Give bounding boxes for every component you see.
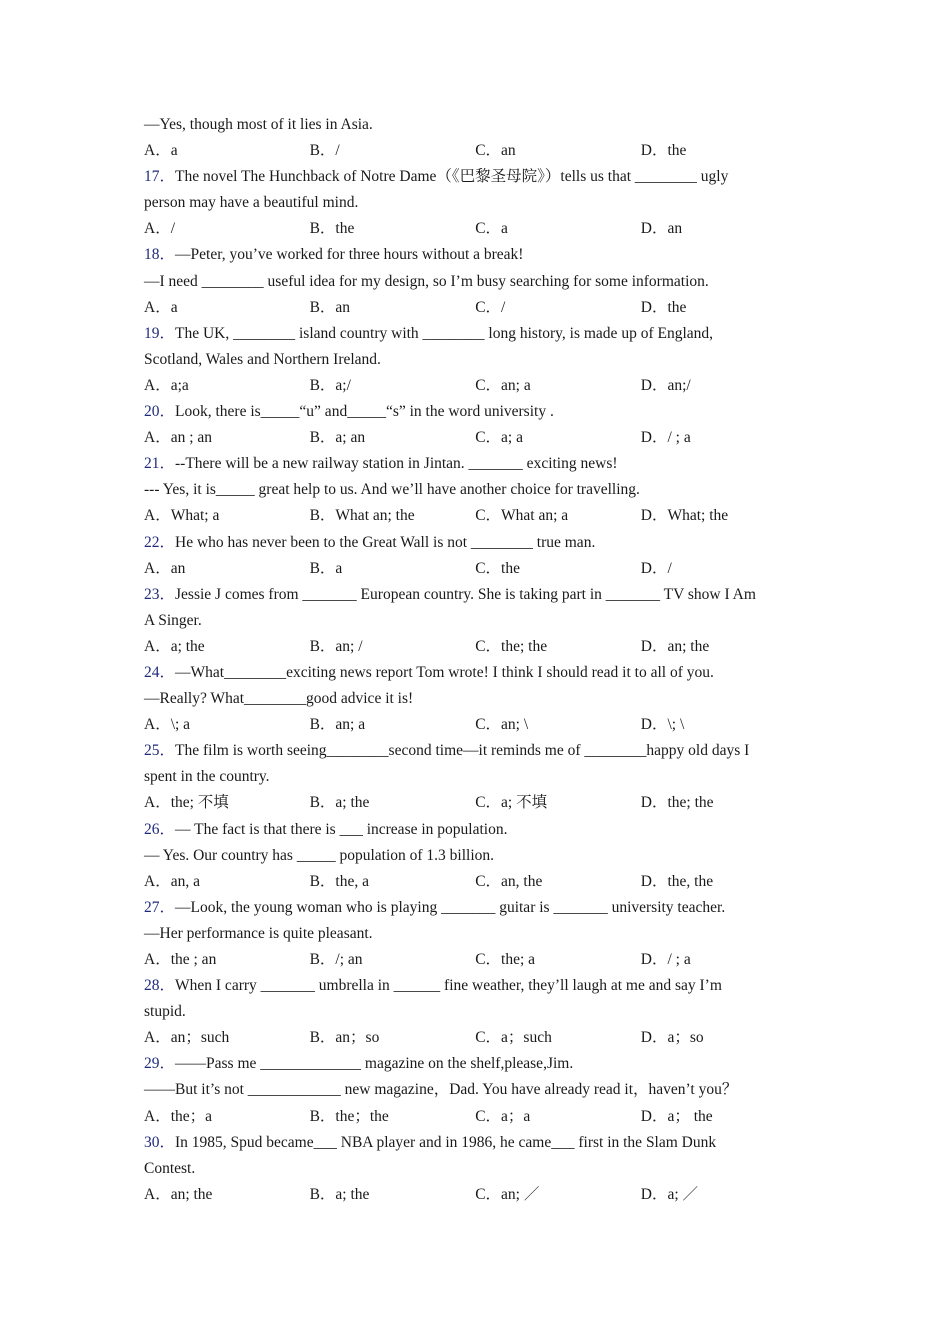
question-number: 22． [144,533,176,551]
question-line [144,660,824,686]
option-b[interactable]: B．What an; the [309,507,415,525]
question-line [144,764,824,790]
question-line: —Yes, though most of it lies in Asia. [144,116,373,133]
question-text: stupid. [144,1003,186,1021]
question-item [144,451,824,529]
option-c[interactable]: C．a [475,220,508,238]
question-line [144,582,824,608]
option-d[interactable]: D．the [640,142,687,160]
question-line [144,1156,824,1182]
answer-options [144,712,824,738]
worksheet-page [144,112,824,1208]
option-d[interactable]: D．a； the [640,1107,713,1125]
option-d[interactable]: D．What; the [640,507,729,525]
option-b[interactable]: B．an; a [309,716,366,734]
question-item [144,321,824,399]
question-text: — The fact is that there is ___ increase in population. [175,820,508,838]
option-c[interactable]: C．a; a [475,429,523,447]
question-text: The novel The Hunchback of Notre Dame（《巴黎圣母院》）tells us that ________ ugly [175,168,729,186]
question-text: Jessie J comes from _______ European country. She is taking part in _______ TV show I Am [175,585,756,603]
option-d[interactable]: D．the, the [640,872,714,890]
question-line [144,530,824,556]
answer-options [144,634,824,660]
answer-options [144,1104,824,1130]
option-c[interactable]: C．the; the [475,637,548,655]
question-text: —Look, the young woman who is playing _______ guitar is _______ university teacher. [175,898,726,916]
option-c[interactable]: C．an; a [475,376,531,394]
answer-options [144,295,824,321]
question-item [144,582,824,660]
question-line [144,190,824,216]
option-c[interactable]: C．a; 不填 [475,794,548,812]
question-item [144,530,824,582]
option-a[interactable]: A．/ [144,220,176,238]
question-item [144,895,824,973]
question-line [144,242,824,268]
option-d[interactable]: D．an; the [640,637,710,655]
question-text: — Yes. Our country has _____ population of 1.3 billion. [144,846,495,864]
question-text: When I carry _______ umbrella in ______ fine weather, they’ll laugh at me and say I’m [175,977,722,995]
option-d[interactable]: D．a; ／ [640,1185,699,1203]
question-number: 21． [144,455,176,473]
question-number: 28． [144,977,176,995]
question-text: Contest. [144,1159,196,1177]
answer-options [144,790,824,816]
question-number: 23． [144,585,176,603]
option-d[interactable]: D．\; \ [640,716,685,734]
question-line [144,895,824,921]
question-line [144,269,824,295]
question-item [144,1130,824,1208]
answer-options [144,373,824,399]
question-text: —What________exciting news report Tom wrote! I think I should read it to all of you. [175,663,714,681]
question-number: 20． [144,403,176,421]
question-text: —I need ________ useful idea for my design, so I’m busy searching for some information. [144,272,709,290]
question-line [144,477,824,503]
option-a[interactable]: A．a; the [144,637,205,655]
question-number: 29． [144,1055,176,1073]
option-a[interactable]: A．\; a [144,716,191,734]
answer-options [144,869,824,895]
option-a[interactable]: A．an；such [144,1029,230,1047]
option-c[interactable]: C．an [475,142,516,160]
question-line [144,999,824,1025]
question-text: He who has never been to the Great Wall is not ________ true man. [175,533,596,551]
option-c[interactable]: C．an; ／ [475,1185,540,1203]
option-a[interactable]: A．an; the [144,1185,213,1203]
option-b[interactable]: B．a [309,559,343,577]
question-line [144,1051,824,1077]
question-text: A Singer. [144,611,202,629]
question-text: Look, there is_____“u” and_____“s” in the word university . [175,403,554,421]
question-line [144,1130,824,1156]
question-text: —Her performance is quite pleasant. [144,924,373,942]
option-b[interactable]: B．/; an [309,951,363,968]
question-text: --- Yes, it is_____ great help to us. And we’ll have another choice for travelling. [144,481,640,499]
option-b[interactable]: B．a;/ [309,376,351,394]
question-item [144,973,824,1051]
option-b[interactable]: B．a; the [309,1185,370,1203]
question-line [144,451,824,477]
option-b[interactable]: B．the [309,220,355,238]
answer-options [144,503,824,529]
option-b[interactable]: B．/ [309,142,340,160]
question-item [144,1051,824,1129]
question-number: 30． [144,1133,176,1151]
option-a[interactable]: A．the ; an [144,951,217,968]
question-number: 19． [144,324,176,342]
question-item [144,399,824,451]
answer-options [144,556,824,582]
question-text: The UK, ________ island country with ________ long history, is made up of England, [175,324,714,342]
option-b[interactable]: B．the, a [309,872,369,890]
option-a[interactable]: A．What; a [144,507,220,525]
option-c[interactable]: C．the [475,559,520,577]
question-line [144,843,824,869]
question-line [144,399,824,425]
question-number: 26． [144,820,176,838]
option-b[interactable]: B．an；so [309,1029,380,1047]
option-b[interactable]: B．the；the [309,1107,389,1125]
question-text: spent in the country. [144,768,270,786]
answer-options [144,425,824,451]
option-c[interactable]: C．the; a [475,951,536,968]
question-number: 24． [144,663,176,681]
option-c[interactable]: C．a；such [475,1029,552,1047]
option-a[interactable]: A．the；a [144,1107,213,1125]
option-b[interactable]: B．a; the [309,794,370,812]
option-a[interactable]: A．a;a [144,376,189,394]
answer-options [144,1025,824,1051]
question-list [144,164,824,1208]
option-d[interactable]: D．an [640,220,683,238]
question-16-continuation [144,112,824,164]
question-line [144,164,824,190]
option-d[interactable]: D．an;/ [640,376,691,394]
question-text: Scotland, Wales and Northern Ireland. [144,350,381,368]
question-line [144,817,824,843]
question-line [144,738,824,764]
question-line [144,347,824,373]
question-number: 18． [144,246,176,264]
option-d[interactable]: D．the; the [640,794,714,812]
option-a[interactable]: A．a [144,298,178,316]
option-a[interactable]: A．an [144,559,186,577]
question-number: 27． [144,898,176,916]
option-a[interactable]: A．an, a [144,872,200,890]
option-b[interactable]: B．an [309,298,351,316]
question-item [144,164,824,242]
question-text: The film is worth seeing________second time—it reminds me of ________happy old days I [175,742,750,760]
option-a[interactable]: A．an ; an [144,429,213,447]
question-line [144,321,824,347]
question-item [144,738,824,816]
question-line [144,973,824,999]
question-text: --There will be a new railway station in Jintan. _______ exciting news! [175,455,618,473]
option-b[interactable]: B．a; an [309,429,366,447]
option-c[interactable]: C．an, the [475,872,543,890]
question-line [144,608,824,634]
option-d[interactable]: D．/ [640,559,672,577]
option-d[interactable]: D．the [640,298,687,316]
option-d[interactable]: D．/ ; a [640,951,691,968]
question-text: In 1985, Spud became___ NBA player and in 1986, he came___ first in the Slam Dunk [175,1133,717,1151]
question-number: 25． [144,742,176,760]
option-c[interactable]: C．an; \ [475,716,529,734]
option-b[interactable]: B．an; / [309,637,363,655]
answer-options [144,1182,824,1208]
question-number: 17． [144,168,176,186]
question-line [144,921,824,947]
question-item [144,817,824,895]
option-a[interactable]: A．a [144,142,178,160]
option-c[interactable]: C．a；a [475,1107,531,1125]
answer-options [144,216,824,242]
question-line [144,1077,824,1103]
question-item [144,660,824,738]
question-text: person may have a beautiful mind. [144,194,359,212]
option-a[interactable]: A．the; 不填 [144,794,229,812]
answer-options [144,947,824,973]
option-c[interactable]: C．/ [475,298,506,316]
question-text: ——Pass me _____________ magazine on the shelf,please,Jim. [175,1055,574,1073]
option-d[interactable]: D．/ ; a [640,429,691,447]
answer-options [144,138,824,164]
question-line [144,686,824,712]
question-text: ——But it’s not ____________ new magazine，Dad. You have already read it，haven’t you？ [144,1081,738,1099]
question-text: —Really? What________good advice it is! [144,690,414,708]
question-text: —Peter, you’ve worked for three hours without a break! [175,246,524,264]
option-c[interactable]: C．What an; a [475,507,569,525]
option-d[interactable]: D．a；so [640,1029,704,1047]
question-item [144,242,824,320]
